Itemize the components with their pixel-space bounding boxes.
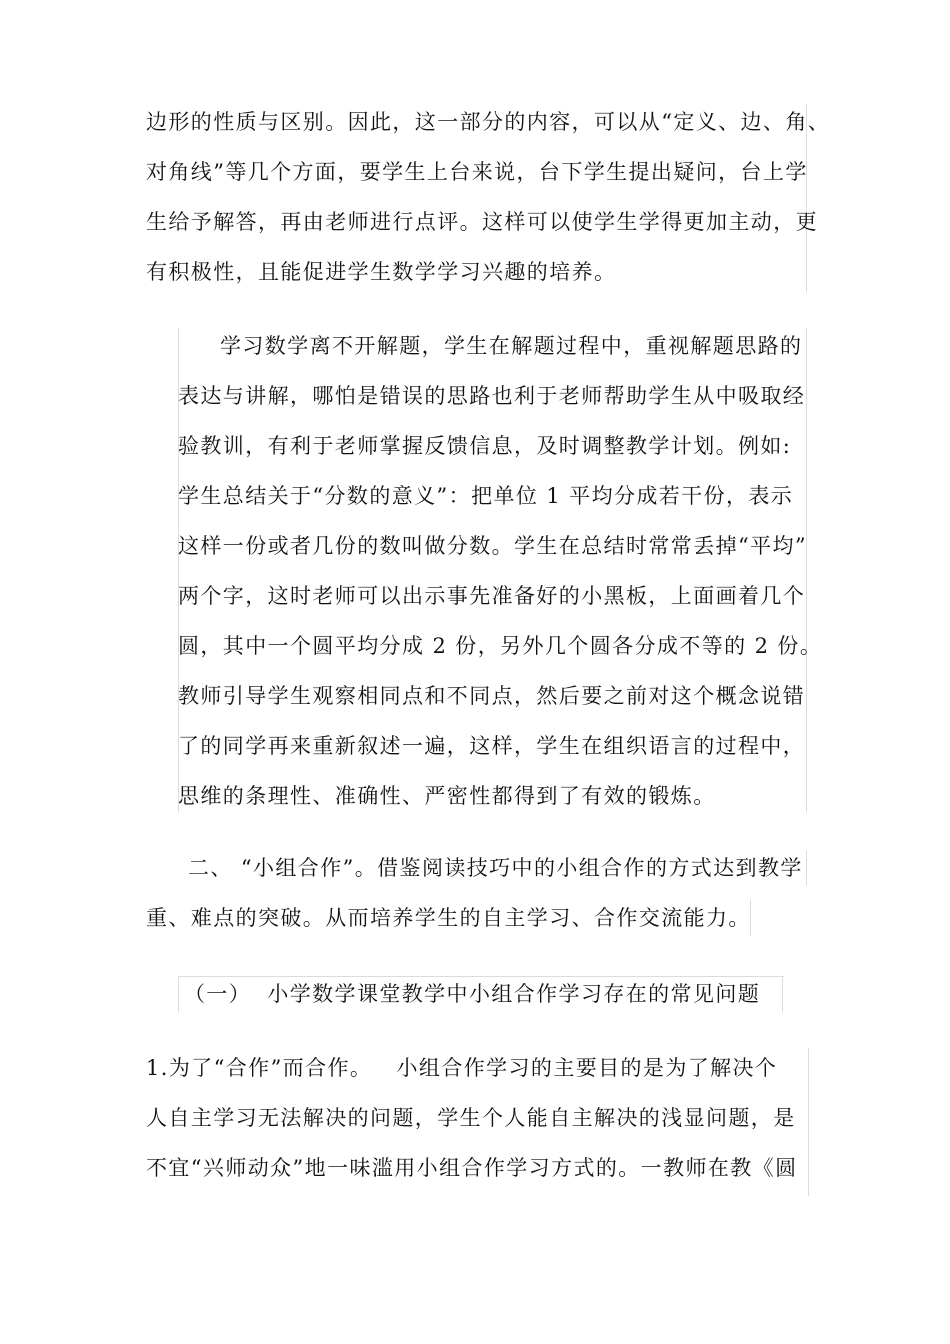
section-heading: [178, 976, 784, 1012]
paragraph-1-line-3: 生给予解答，再由老师进行点评。这样可以使学生学得更加主动，更: [146, 210, 818, 234]
paragraph-2-right-border: [806, 328, 807, 812]
paragraph-3-line-1: 二、 “小组合作”。借鉴阅读技巧中的小组合作的方式达到教学: [188, 856, 803, 880]
paragraph-2-line-6: 两个字，这时老师可以出示事先准备好的小黑板，上面画着几个: [178, 584, 806, 608]
paragraph-1: [146, 104, 831, 292]
paragraph-2-line-5: 这样一份或者几份的数叫做分数。学生在总结时常常丢掉“平均”: [178, 534, 808, 558]
paragraph-1-line-1: 边形的性质与区别。因此，这一部分的内容，可以从“定义、边、角、: [146, 110, 831, 134]
paragraph-4-line-1: 1.为了“合作”而合作。 小组合作学习的主要目的是为了解决个: [146, 1056, 778, 1080]
paragraph-2-line-9: 了的同学再来重新叙述一遍，这样，学生在组织语言的过程中，: [178, 734, 806, 758]
paragraph-2-line-7: 圆，其中一个圆平均分成 2 份，另外几个圆各分成不等的 2 份。: [178, 634, 823, 658]
section-heading-left-border: [178, 976, 179, 1012]
paragraph-3-right-border: [806, 850, 807, 886]
paragraph-3-line-2: 重、难点的突破。从而培养学生的自主学习、合作交流能力。: [146, 906, 751, 930]
paragraph-4-right-border: [808, 1048, 809, 1196]
section-heading-right-border: [782, 976, 783, 1012]
paragraph-2-line-1: 学习数学离不开解题，学生在解题过程中，重视解题思路的: [220, 334, 803, 358]
paragraph-2: [178, 328, 823, 812]
paragraph-4-line-3: 不宜“兴师动众”地一味滥用小组合作学习方式的。一教师在教《圆: [146, 1156, 798, 1180]
section-heading-top-border: [178, 976, 784, 977]
paragraph-2-line-2: 表达与讲解，哪怕是错误的思路也利于老师帮助学生从中吸取经: [178, 384, 806, 408]
paragraph-4-line-2: 人自主学习无法解决的问题，学生个人能自主解决的浅显问题，是: [146, 1106, 796, 1130]
paragraph-2-line-10: 思维的条理性、准确性、严密性都得到了有效的锻炼。: [178, 784, 716, 808]
paragraph-4: [146, 1048, 810, 1196]
paragraph-2-line-8: 教师引导学生观察相同点和不同点，然后要之前对这个概念说错: [178, 684, 806, 708]
paragraph-2-line-4: 学生总结关于“分数的意义”：把单位 1 平均分成若干份，表示: [178, 484, 794, 508]
paragraph-1-line-4: 有积极性，且能促进学生数学学习兴趣的培养。: [146, 260, 617, 284]
section-heading-text: （一） 小学数学课堂教学中小组合作学习存在的常见问题: [184, 982, 761, 1006]
paragraph-2-line-3: 验教训，有利于老师掌握反馈信息，及时调整教学计划。例如:: [178, 434, 792, 458]
paragraph-1-line-2: 对角线”等几个方面，要学生上台来说，台下学生提出疑问，台上学: [146, 160, 808, 184]
paragraph-3: [146, 850, 808, 936]
